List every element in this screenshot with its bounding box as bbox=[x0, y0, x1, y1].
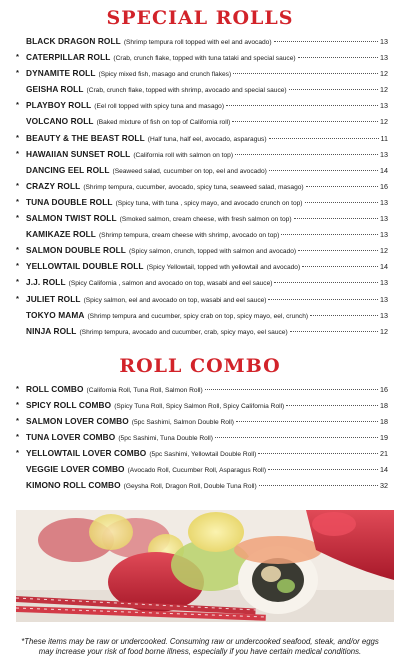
item-description: (Seaweed salad, cucumber on top, eel and avocado) bbox=[112, 167, 267, 175]
item-description: (Spicy Tuna Roll, Spicy Salmon Roll, Spicy California Roll) bbox=[114, 402, 285, 410]
item-price: 14 bbox=[380, 165, 388, 175]
item-name: PLAYBOY ROLL bbox=[26, 100, 92, 111]
item-price: 13 bbox=[380, 149, 388, 159]
item-description: (Shrimp tempura roll topped with eel and avocado) bbox=[123, 39, 272, 46]
menu-item bbox=[0, 242, 400, 258]
dot-leader bbox=[294, 218, 378, 219]
item-price: 12 bbox=[380, 85, 388, 95]
dot-leader bbox=[268, 469, 378, 470]
item-name: TUNA LOVER COMBO bbox=[26, 432, 116, 443]
item-name: CRAZY ROLL bbox=[26, 180, 81, 191]
raw-item-marker: * bbox=[16, 68, 19, 78]
menu-item bbox=[0, 413, 400, 429]
item-name: GEISHA ROLL bbox=[26, 84, 84, 95]
item-price: 13 bbox=[380, 278, 388, 288]
item-price: 21 bbox=[380, 449, 388, 459]
raw-item-marker: * bbox=[16, 415, 19, 425]
item-description: (California roll with salmon on top) bbox=[133, 151, 234, 159]
menu-item bbox=[0, 397, 400, 413]
item-name: KAMIKAZE ROLL bbox=[26, 229, 96, 240]
raw-item-marker: * bbox=[16, 399, 19, 409]
menu-item bbox=[0, 291, 400, 307]
item-name: ROLL COMBO bbox=[26, 383, 84, 394]
item-description: (Spicy mixed fish, masago and crunch flakes) bbox=[98, 71, 232, 79]
item-name: VOLCANO ROLL bbox=[26, 116, 94, 127]
dot-leader bbox=[274, 282, 378, 283]
roll-combo-title: ROLL COMBO bbox=[119, 354, 281, 377]
raw-item-marker: * bbox=[16, 293, 19, 303]
raw-item-marker: * bbox=[16, 180, 19, 190]
dot-leader bbox=[274, 41, 378, 42]
item-name: DYNAMITE ROLL bbox=[26, 68, 96, 79]
item-description: (Crab, crunch flake, topped with tuna tataki and special sauce) bbox=[113, 55, 296, 63]
menu-item bbox=[0, 178, 400, 194]
menu-item bbox=[0, 65, 400, 81]
item-price: 19 bbox=[380, 433, 388, 443]
item-price: 12 bbox=[380, 326, 388, 336]
dot-leader bbox=[289, 89, 378, 90]
raw-item-marker: * bbox=[16, 148, 19, 158]
item-name: YELLOWTAIL LOVER COMBO bbox=[26, 448, 147, 459]
raw-item-marker: * bbox=[16, 213, 19, 223]
menu-item bbox=[0, 146, 400, 162]
item-name: DANCING EEL ROLL bbox=[26, 164, 110, 175]
raw-item-marker: * bbox=[16, 261, 19, 271]
menu-item bbox=[0, 323, 400, 339]
dot-leader bbox=[298, 57, 378, 58]
disclaimer-line-2: may increase your risk of food borne illness, especially if you have certain medical conditions. bbox=[38, 647, 362, 656]
dot-leader bbox=[235, 154, 378, 155]
item-price: 16 bbox=[380, 384, 388, 394]
item-price: 13 bbox=[380, 197, 388, 207]
menu-item bbox=[0, 194, 400, 210]
item-price: 12 bbox=[380, 246, 388, 256]
item-price: 16 bbox=[380, 181, 388, 191]
item-description: (Shrimp tempura, avocado and cucumber, crab, spicy mayo, eel sauce) bbox=[79, 328, 288, 336]
item-price: 32 bbox=[380, 481, 388, 491]
menu-item bbox=[0, 381, 400, 397]
menu-item bbox=[0, 226, 400, 242]
item-name: KIMONO ROLL COMBO bbox=[26, 480, 121, 491]
dot-leader bbox=[236, 421, 378, 422]
raw-item-marker: * bbox=[16, 245, 19, 255]
item-price: 13 bbox=[380, 53, 388, 63]
raw-item-marker: * bbox=[16, 432, 19, 442]
menu-item bbox=[0, 97, 400, 113]
dot-leader bbox=[302, 266, 378, 267]
item-price: 13 bbox=[380, 294, 388, 304]
item-price: 13 bbox=[380, 101, 388, 111]
special-rolls-list bbox=[0, 33, 400, 339]
menu-item bbox=[0, 429, 400, 445]
item-price: 18 bbox=[380, 416, 388, 426]
item-name: SALMON LOVER COMBO bbox=[26, 415, 129, 426]
raw-item-marker: * bbox=[16, 196, 19, 206]
item-description: (Crab, crunch flake, topped with shrimp, avocado and special sauce) bbox=[86, 87, 287, 95]
dot-leader bbox=[298, 250, 378, 251]
item-name: J.J. ROLL bbox=[26, 277, 66, 288]
disclaimer-line-1: *These items may be raw or undercooked. Consuming raw or undercooked seafood, steak, and/or eggs bbox=[21, 637, 379, 646]
item-name: YELLOWTAIL DOUBLE ROLL bbox=[26, 261, 144, 272]
item-price: 14 bbox=[380, 465, 388, 475]
raw-item-marker: * bbox=[16, 132, 19, 142]
item-price: 12 bbox=[380, 117, 388, 127]
special-rolls-title: SPECIAL ROLLS bbox=[106, 7, 294, 29]
menu-item bbox=[0, 162, 400, 178]
dot-leader bbox=[215, 437, 378, 438]
item-description: (Shrimp tempura, cucumber, avocado, spicy tuna, seaweed salad, masago) bbox=[83, 183, 304, 191]
dot-leader bbox=[290, 331, 378, 332]
dot-leader bbox=[281, 234, 378, 235]
menu-item bbox=[0, 210, 400, 226]
item-name: TUNA DOUBLE ROLL bbox=[26, 196, 113, 207]
item-price: 18 bbox=[380, 400, 388, 410]
raw-item-marker: * bbox=[16, 448, 19, 458]
item-name: NINJA ROLL bbox=[26, 325, 77, 336]
menu-item bbox=[0, 33, 400, 49]
sushi-photo-illustration bbox=[16, 510, 394, 622]
menu-item bbox=[0, 461, 400, 477]
item-description: (Shrimp tempura, cream cheese with shrimp, avocado on top) bbox=[98, 232, 280, 240]
dot-leader bbox=[232, 121, 378, 122]
item-description: (Half tuna, half eel, avocado, asparagus) bbox=[147, 135, 267, 143]
dot-leader bbox=[305, 202, 379, 203]
item-description: (Avocado Roll, Cucumber Roll, Asparagus Roll) bbox=[127, 467, 267, 475]
item-name: BEAUTY & THE BEAST ROLL bbox=[26, 132, 145, 143]
item-price: 13 bbox=[380, 214, 388, 224]
dot-leader bbox=[310, 315, 378, 316]
dot-leader bbox=[205, 389, 378, 390]
item-name: HAWAIIAN SUNSET ROLL bbox=[26, 148, 131, 159]
item-name: JULIET ROLL bbox=[26, 293, 81, 304]
item-description: (5pc Sashimi, Yellowtail Double Roll) bbox=[149, 451, 257, 459]
dot-leader bbox=[269, 138, 379, 139]
item-description: (Spicy California , salmon and avocado on top, wasabi and eel sauce) bbox=[68, 280, 273, 288]
dot-leader bbox=[268, 299, 378, 300]
item-price: 14 bbox=[380, 262, 388, 272]
item-description: (Geysha Roll, Dragon Roll, Double Tuna Roll) bbox=[123, 483, 257, 491]
dot-leader bbox=[259, 485, 378, 486]
item-description: (Spicy Yellowtail, topped wth yellowtail and avocado) bbox=[146, 264, 301, 272]
item-price: 13 bbox=[380, 37, 388, 46]
roll-combo-list bbox=[0, 381, 400, 494]
item-description: (Spicy salmon, eel and avocado on top, wasabi and eel sauce) bbox=[83, 296, 267, 304]
menu-item bbox=[0, 307, 400, 323]
item-description: (Eel roll topped with spicy tuna and masago) bbox=[94, 103, 225, 111]
item-description: (Spicy salmon, crunch, topped with salmon and avocado) bbox=[128, 248, 297, 256]
item-price: 13 bbox=[380, 230, 388, 240]
item-name: BLACK DRAGON ROLL bbox=[26, 36, 121, 46]
item-description: (Shrimp tempura and cucumber, spicy crab on top, spicy mayo, eel, crunch) bbox=[87, 312, 309, 320]
item-description: (5pc Sashimi, Tuna Double Roll) bbox=[118, 435, 213, 443]
dot-leader bbox=[306, 186, 378, 187]
raw-food-disclaimer bbox=[0, 637, 400, 657]
item-description: (Baked mixture of fish on top of California roll) bbox=[96, 119, 231, 127]
raw-item-marker: * bbox=[16, 100, 19, 110]
dot-leader bbox=[233, 73, 378, 74]
dot-leader bbox=[226, 105, 378, 106]
item-name: TOKYO MAMA bbox=[26, 309, 85, 320]
item-name: SALMON TWIST ROLL bbox=[26, 213, 117, 224]
item-description: (Smoked salmon, cream cheese, with fresh salmon on top) bbox=[119, 216, 292, 224]
item-description: (Spicy tuna, with tuna , spicy mayo, and avocado crunch on top) bbox=[115, 199, 303, 207]
item-price: 11 bbox=[380, 133, 388, 143]
raw-item-marker: * bbox=[16, 52, 19, 62]
item-price: 13 bbox=[380, 310, 388, 320]
menu-item bbox=[0, 49, 400, 65]
dot-leader bbox=[258, 453, 378, 454]
item-name: CATERPILLAR ROLL bbox=[26, 52, 111, 63]
raw-item-marker: * bbox=[16, 277, 19, 287]
item-name: SALMON DOUBLE ROLL bbox=[26, 245, 126, 256]
raw-item-marker: * bbox=[16, 383, 19, 393]
menu-item bbox=[0, 258, 400, 274]
menu-item bbox=[0, 445, 400, 461]
item-description: (5pc Sashimi, Salmon Double Roll) bbox=[131, 418, 234, 426]
dot-leader bbox=[286, 405, 378, 406]
dot-leader bbox=[269, 170, 378, 171]
menu-item bbox=[0, 113, 400, 129]
item-name: SPICY ROLL COMBO bbox=[26, 399, 112, 410]
item-name: VEGGIE LOVER COMBO bbox=[26, 464, 125, 475]
menu-item bbox=[0, 81, 400, 97]
sushi-roll-photo bbox=[16, 510, 394, 622]
menu-item bbox=[0, 274, 400, 290]
item-description: (California Roll, Tuna Roll, Salmon Roll) bbox=[86, 386, 203, 394]
item-price: 12 bbox=[380, 69, 388, 79]
menu-item bbox=[0, 477, 400, 493]
menu-item bbox=[0, 130, 400, 146]
